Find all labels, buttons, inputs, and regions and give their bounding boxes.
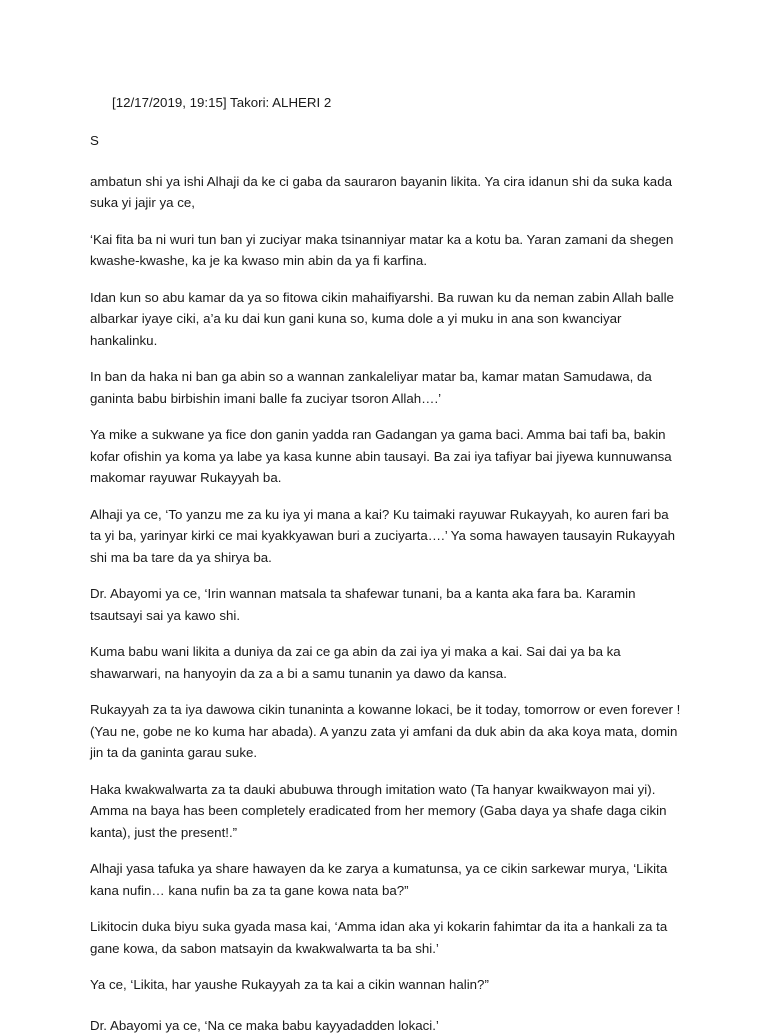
paragraph-4: Idan kun so abu kamar da ya so fitowa cikin mahaifiyarshi. Ba ruwan ku da neman zabin Allah balle albarkar iyaye ciki, a’a ku dai kun gani kuna so, kuma dole a yi muku in ana son kwanciyar hankalinku. — [90, 287, 682, 352]
paragraph-11: Haka kwakwalwarta za ta dauki abubuwa through imitation wato (Ta hanyar kwaikwayon mai yi). Amma na baya has been completely eradicated from her memory (Gaba daya ya shafe daga cikin kanta), just the present!.” — [90, 779, 682, 844]
paragraph-7: Alhaji ya ce, ‘To yanzu me za ku iya yi mana a kai? Ku taimaki rayuwar Rukayyah, ko auren fari ba ta yi ba, yarinyar kirki ce mai kyakkyawan buri a zuciyarta….’ Ya soma hawayen tausayin Rukayyah shi ma ba tare da ya shirya ba. — [90, 504, 682, 569]
paragraph-5: In ban da haka ni ban ga abin so a wannan zankaleliyar matar ba, kamar matan Samudawa, da ganinta babu birbishin imani balle fa zuciyar tsoron Allah….’ — [90, 366, 682, 409]
paragraph-3: ‘Kai fita ba ni wuri tun ban yi zuciyar maka tsinanniyar matar ka a kotu ba. Yaran zamani da shegen kwashe-kwashe, ka je ka kwaso min abin da ya fi karfina. — [90, 229, 682, 272]
paragraph-10: Rukayyah za ta iya dawowa cikin tunaninta a kowanne lokaci, be it today, tomorrow or even forever ! (Yau ne, gobe ne ko kuma har abada). A yanzu zata yi amfani da duk abin da aka koya mata, domin jin ta da ganinta garau suke. — [90, 699, 682, 764]
paragraph-8: Dr. Abayomi ya ce, ‘Irin wannan matsala ta shafewar tunani, ba a kanta aka fara ba. Karamin tsautsayi sai ya kawo shi. — [90, 583, 682, 626]
paragraph-15: Dr. Abayomi ya ce, ‘Na ce maka babu kayyadadden lokaci.’ — [90, 1015, 682, 1036]
paragraph-1: S — [90, 130, 682, 152]
paragraph-12: Alhaji yasa tafuka ya share hawayen da ke zarya a kumatunsa, ya ce cikin sarkewar murya, ‘Likita kana nufin… kana nufin ba za ta gane kowa nata ba?” — [90, 858, 682, 901]
paragraph-6: Ya mike a sukwane ya fice don ganin yadda ran Gadangan ya gama baci. Amma bai tafi ba, bakin kofar ofishin ya koma ya labe ya kasa kunne abin tausayi. Ba zai iya tafiyar bai jiyewa kunnuwansa makomar rayuwar Rukayyah ba. — [90, 424, 682, 489]
paragraph-13: Likitocin duka biyu suka gyada masa kai, ‘Amma idan aka yi kokarin fahimtar da ita a hankali za ta gane kowa, da sabon matsayin da kwakwalwarta ta ba shi.’ — [90, 916, 682, 959]
paragraph-9: Kuma babu wani likita a duniya da zai ce ga abin da zai iya yi maka a kai. Sai dai ya ba ka shawarwari, na hanyoyin da za a bi a samu tunanin ya dawo da kansa. — [90, 641, 682, 684]
paragraph-2: ambatun shi ya ishi Alhaji da ke ci gaba da sauraron bayanin likita. Ya cira idanun shi da suka kada suka yi jajir ya ce, — [90, 171, 682, 214]
message-header: [12/17/2019, 19:15] Takori: ALHERI 2 — [112, 94, 682, 112]
paragraph-14: Ya ce, ‘Likita, har yaushe Rukayyah za ta kai a cikin wannan halin?” — [90, 974, 682, 996]
